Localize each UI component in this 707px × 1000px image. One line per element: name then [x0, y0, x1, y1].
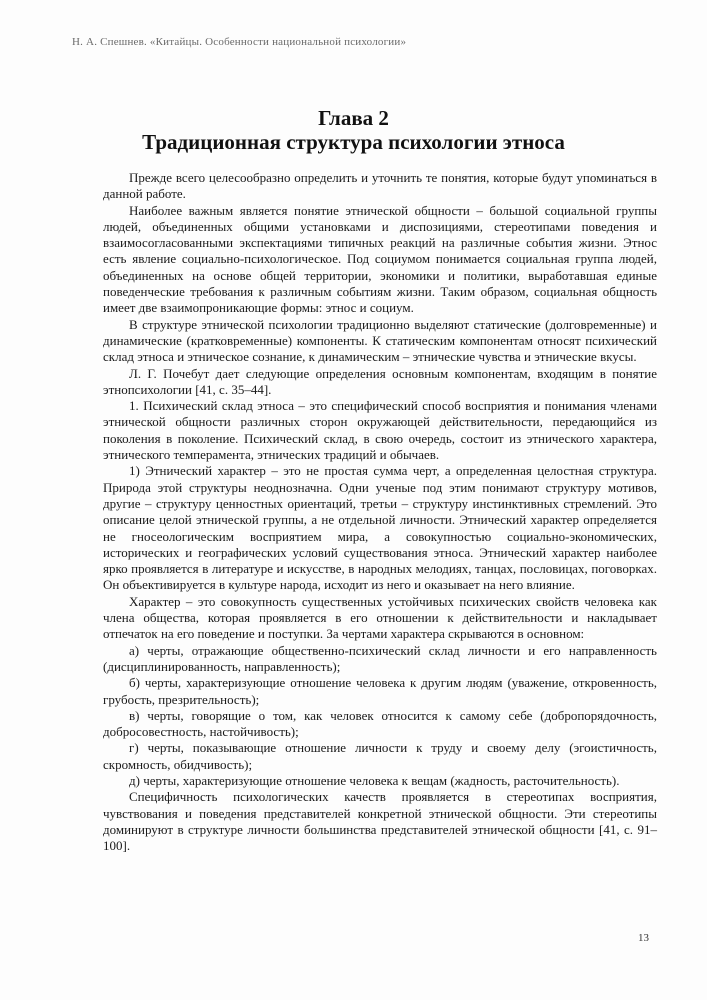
page-number: 13 — [638, 932, 649, 944]
list-item: в) черты, говорящие о том, как человек относится к самому себе (добропорядочность, добросовестность, настойчивость); — [103, 707, 657, 740]
paragraph: Характер – это совокупность существенных устойчивых психических свойств человека как члена общества, которая проявляется в его отношении к действительности и накладывает отпечаток на его поведение и поступки. За чертами характера скрываются в основном: — [103, 593, 657, 642]
paragraph: Л. Г. Почебут дает следующие определения основным компонентам, входящим в понятие этнопсихологии [41, с. 35–44]. — [103, 365, 657, 397]
list-item: б) черты, характеризующие отношение человека к другим людям (уважение, откровенность, грубость, презрительность); — [103, 675, 657, 707]
paragraph: В структуре этнической психологии традиционно выделяют статические (долговременные) и динамические (кратковременные) компоненты. К статическим компонентам относят психический склад этноса и этническое сознание, к динамическим – этнические чувства и этнические вкусы. — [103, 316, 657, 365]
chapter-title: Традиционная структура психологии этноса — [142, 130, 565, 154]
chapter-number: Глава 2 — [318, 106, 389, 130]
body-text — [103, 170, 657, 854]
paragraph: 1) Этнический характер – это не простая сумма черт, а определенная целостная структура. Природа этой структуры неоднозначна. Одни ученые под этим понимают структуру мотивов, другие – структуру ценностных ориентаций, третьи – структуру инстинктивных стремлений. Это описание целой этнической группы, а не отдельной личности. Этнический характер определяется не гносеологическим восприятием мира, а совокупностью социально-экономических, исторических и географических условий существования этноса. Этнический характер наиболее ярко проявляется в литературе и искусстве, в народных мелодиях, танцах, пословицах, поговорках. Он объективируется в культуре народа, исходит из него и оказывает на него влияние. — [103, 463, 657, 593]
paragraph: 1. Психический склад этноса – это специфический способ восприятия и понимания членами этнической общности различных сторон окружающей действительности, передающийся из поколения в поколение. Психический склад, в свою очередь, состоит из этнического характера, этнического темперамента, этнических традиций и обычаев. — [103, 398, 657, 463]
list-item: а) черты, отражающие общественно-психический склад личности и его направленность (дисциплинированность, направленность); — [103, 642, 657, 674]
paragraph: Прежде всего целесообразно определить и уточнить те понятия, которые будут упоминаться в данной работе. — [103, 170, 657, 202]
paragraph: Специфичность психологических качеств проявляется в стереотипах восприятия, чувствования и поведения представителей конкретной этнической общности. Эти стереотипы доминируют в структуре личности большинства представителей этнической общности [41, с. 91–100]. — [103, 789, 657, 854]
list-item: д) черты, характеризующие отношение человека к вещам (жадность, расточительность). — [129, 772, 620, 788]
list-item: г) черты, показывающие отношение личности к труду и своему делу (эгоистичность, скромность, обидчивость); — [103, 740, 657, 772]
running-header: Н. А. Спешнев. «Китайцы. Особенности национальной психологии» — [72, 36, 407, 48]
paragraph: Наиболее важным является понятие этнической общности – большой социальной группы людей, объединенных общими установками и диспозициями, стереотипами поведения и взаимосогласованными экспектациями типичных реакций на различные события жизни. Этнос есть явление социально-психологическое. Под социумом понимается социальная группа людей, объединенных на основе общей территории, экономики и политики, выработавшая единые поведенческие требования к различным событиям жизни. Таким образом, социальная общность имеет две взаимопроникающие формы: этнос и социум. — [103, 202, 657, 316]
